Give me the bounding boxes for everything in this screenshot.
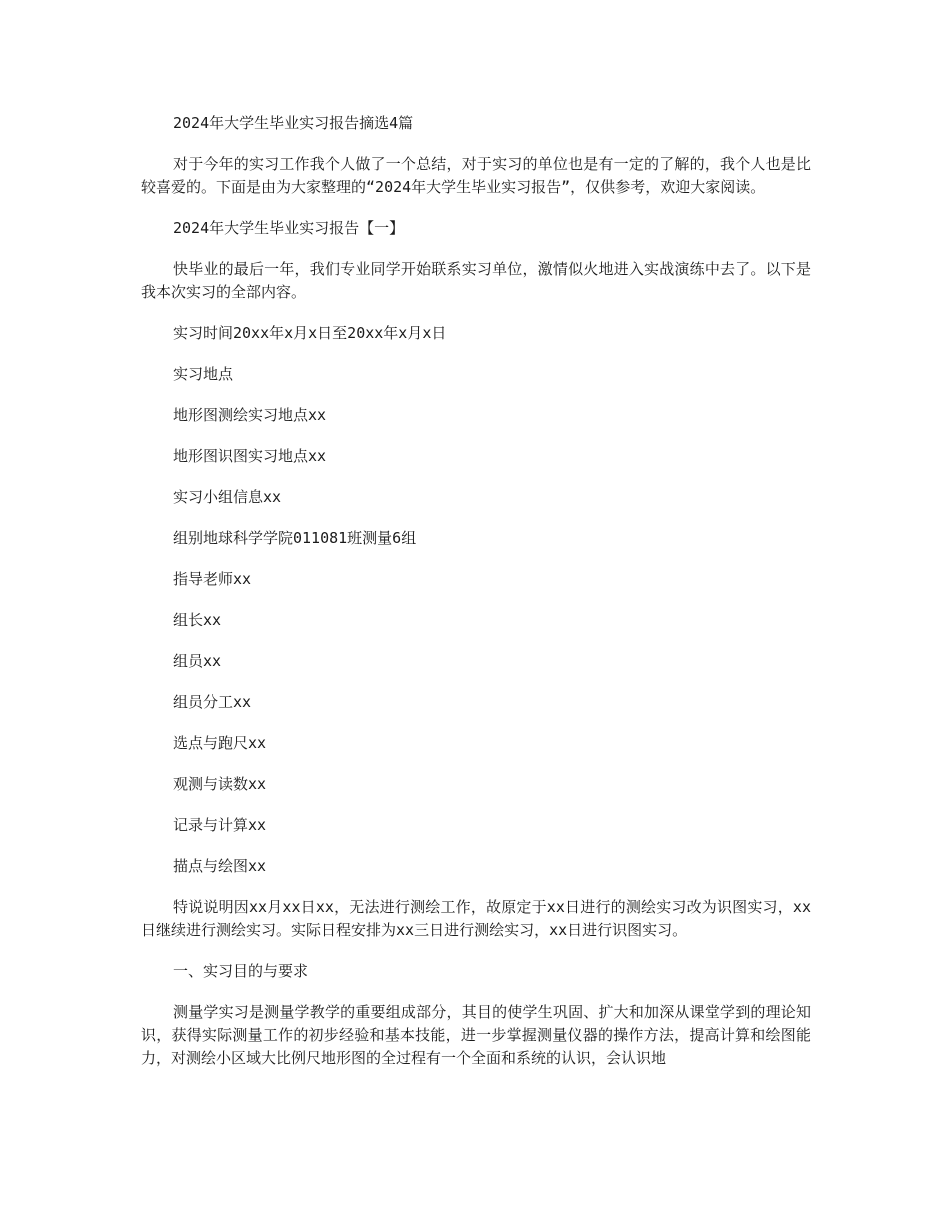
task-point-selection: 选点与跑尺xx	[173, 734, 267, 752]
member-division: 组员分工xx	[173, 693, 252, 711]
supervisor: 指导老师xx	[173, 570, 252, 588]
document-body	[141, 112, 811, 1088]
intro-paragraph: 对于今年的实习工作我个人做了一个总结，对于实习的单位也是有一定的了解的，我个人也是比较喜爱的。下面是由为大家整理的“2024年大学生毕业实习报告”，仅供参考，欢迎大家阅读。	[141, 155, 811, 196]
internship-time: 实习时间20xx年x月x日至20xx年x月x日	[173, 324, 447, 342]
group-class: 组别地球科学学院011081班测量6组	[173, 529, 417, 547]
task-observation: 观测与读数xx	[173, 775, 267, 793]
group-info: 实习小组信息xx	[173, 488, 282, 506]
group-leader: 组长xx	[173, 611, 222, 629]
group-members: 组员xx	[173, 652, 222, 670]
purpose-paragraph: 测量学实习是测量学教学的重要组成部分，其目的使学生巩固、扩大和加深从课堂学到的理论知识，获得实际测量工作的初步经验和基本技能，进一步掌握测量仪器的操作方法，提高计算和绘图能力，对测绘小区域大比例尺地形图的全过程有一个全面和系统的认识，会认识地	[141, 1003, 811, 1067]
task-recording: 记录与计算xx	[173, 816, 267, 834]
purpose-heading: 一、实习目的与要求	[173, 962, 309, 980]
document-title: 2024年大学生毕业实习报告摘选4篇	[173, 114, 414, 132]
survey-location: 地形图测绘实习地点xx	[173, 406, 327, 424]
task-plotting: 描点与绘图xx	[173, 857, 267, 875]
opening-paragraph: 快毕业的最后一年，我们专业同学开始联系实习单位，激情似火地进入实战演练中去了。以下是我本次实习的全部内容。	[141, 260, 811, 301]
map-reading-location: 地形图识图实习地点xx	[173, 447, 327, 465]
special-note-paragraph: 特说说明因xx月xx日xx，无法进行测绘工作，故原定于xx日进行的测绘实习改为识图实习，xx日继续进行测绘实习。实际日程安排为xx三日进行测绘实习，xx日进行识图实习。	[141, 898, 811, 939]
location-heading: 实习地点	[173, 365, 234, 383]
section-heading: 2024年大学生毕业实习报告【一】	[173, 219, 405, 237]
